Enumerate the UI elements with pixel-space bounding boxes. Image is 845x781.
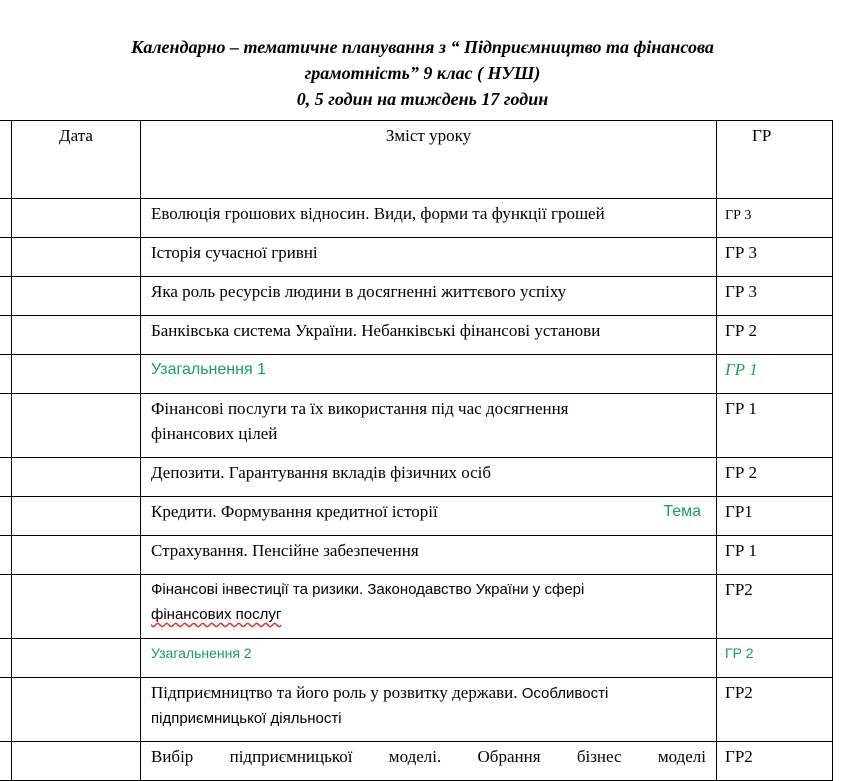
lesson-plan-table xyxy=(0,120,833,781)
topic-cell[interactable]: Страхування. Пенсійне забезпечення xyxy=(141,536,717,575)
date-cell[interactable] xyxy=(12,394,141,458)
topic-cell[interactable] xyxy=(141,497,717,536)
topic-cell[interactable] xyxy=(141,394,717,458)
number-header xyxy=(0,121,12,199)
number-cell[interactable] xyxy=(0,394,12,458)
date-cell[interactable] xyxy=(12,458,141,497)
table-row xyxy=(0,458,833,497)
gr-cell[interactable]: ГР 1 xyxy=(717,355,833,394)
gr-cell[interactable]: ГР 1 xyxy=(717,536,833,575)
topic-cell[interactable]: Депозити. Гарантування вкладів фізичних осіб xyxy=(141,458,717,497)
gr-cell[interactable]: ГР 2 xyxy=(717,639,833,678)
topic-line: Фінансові інвестиції та ризики. Законодавство України у сфері xyxy=(151,581,585,598)
topic-line: Фінансові послуги та їх використання під час досягнення xyxy=(151,399,569,418)
table-row xyxy=(0,497,833,536)
topic-cell[interactable] xyxy=(141,678,717,742)
topic-cell[interactable]: Яка роль ресурсів людини в досягненні життєвого успіху xyxy=(141,277,717,316)
topic-cell[interactable]: Еволюція грошових відносин. Види, форми та функції грошей xyxy=(141,199,717,238)
number-cell[interactable] xyxy=(0,238,12,277)
document-title xyxy=(0,34,845,112)
topic-cell[interactable] xyxy=(141,575,717,639)
date-cell[interactable] xyxy=(12,497,141,536)
date-cell[interactable] xyxy=(12,355,141,394)
number-cell[interactable] xyxy=(0,199,12,238)
table-row xyxy=(0,199,833,238)
date-cell[interactable] xyxy=(12,277,141,316)
title-line-1: Календарно – тематичне планування з “ Підприємництво та фінансова xyxy=(131,37,714,57)
date-cell[interactable] xyxy=(12,742,141,781)
table-row-summary xyxy=(0,355,833,394)
number-cell[interactable] xyxy=(0,355,12,394)
date-cell[interactable] xyxy=(12,238,141,277)
topic-line: фінансових цілей xyxy=(151,424,278,443)
number-cell[interactable] xyxy=(0,678,12,742)
number-cell[interactable] xyxy=(0,277,12,316)
gr-cell[interactable]: ГР 1 xyxy=(717,394,833,458)
title-line-2: грамотність” 9 клас ( НУШ) xyxy=(304,63,541,83)
date-cell[interactable] xyxy=(12,639,141,678)
table-row xyxy=(0,277,833,316)
topic-cell[interactable]: Історія сучасної гривні xyxy=(141,238,717,277)
table-row xyxy=(0,536,833,575)
topic-text-small: Особливості xyxy=(517,685,609,702)
topic-cell[interactable]: Вибір підприємницької моделі. Обрання бізнес моделі xyxy=(141,742,717,781)
number-cell[interactable] xyxy=(0,639,12,678)
number-cell[interactable] xyxy=(0,575,12,639)
gr-cell[interactable]: ГР 3 xyxy=(717,277,833,316)
summary-topic-cell[interactable]: Узагальнення 1 xyxy=(141,355,717,394)
number-cell[interactable] xyxy=(0,536,12,575)
topic-text: Кредити. Формування кредитної історії xyxy=(151,502,438,521)
gr-cell[interactable]: ГР 3 xyxy=(717,199,833,238)
number-cell[interactable] xyxy=(0,316,12,355)
date-cell[interactable] xyxy=(12,678,141,742)
summary-topic-cell[interactable]: Узагальнення 2 xyxy=(141,639,717,678)
gr-header: ГР xyxy=(717,121,833,199)
table-row xyxy=(0,742,833,781)
table-row xyxy=(0,238,833,277)
gr-cell[interactable]: ГР2 xyxy=(717,678,833,742)
gr-cell[interactable]: ГР2 xyxy=(717,575,833,639)
date-cell[interactable] xyxy=(12,199,141,238)
number-cell[interactable] xyxy=(0,742,12,781)
table-row xyxy=(0,394,833,458)
table-row xyxy=(0,575,833,639)
topic-line: підприємницької діяльності xyxy=(151,710,342,727)
topic-tag: Тема xyxy=(663,503,701,520)
date-header: Дата xyxy=(12,121,141,199)
gr-cell[interactable]: ГР1 xyxy=(717,497,833,536)
table-header-row xyxy=(0,121,833,199)
number-cell[interactable] xyxy=(0,497,12,536)
gr-cell[interactable]: ГР2 xyxy=(717,742,833,781)
topic-line: фінансових послуг xyxy=(151,606,282,623)
table-row xyxy=(0,678,833,742)
topic-text: Підприємництво та його роль у розвитку держави. xyxy=(151,683,518,702)
title-line-3: 0, 5 годин на тиждень 17 годин xyxy=(296,89,549,109)
number-cell[interactable] xyxy=(0,458,12,497)
table-row xyxy=(0,316,833,355)
date-cell[interactable] xyxy=(12,575,141,639)
date-cell[interactable] xyxy=(12,536,141,575)
table-row-summary xyxy=(0,639,833,678)
topic-cell[interactable]: Банківська система України. Небанківські фінансові установи xyxy=(141,316,717,355)
gr-cell[interactable]: ГР 3 xyxy=(717,238,833,277)
gr-cell[interactable]: ГР 2 xyxy=(717,316,833,355)
gr-cell[interactable]: ГР 2 xyxy=(717,458,833,497)
date-cell[interactable] xyxy=(12,316,141,355)
content-header: Зміст уроку xyxy=(141,121,717,199)
